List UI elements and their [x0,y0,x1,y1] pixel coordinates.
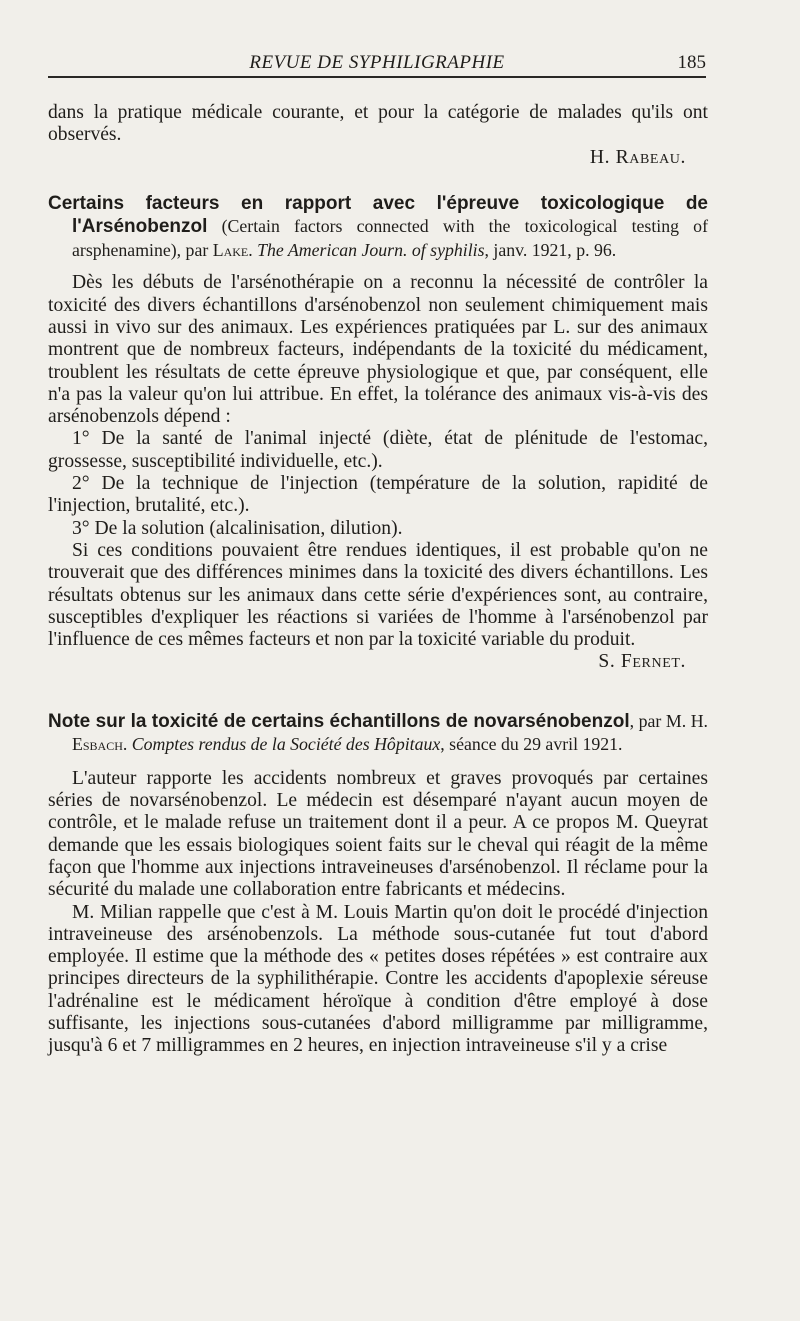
article-1-paragraph: 3° De la solution (alcalinisation, dilution). [72,517,403,539]
article-2-heading [48,710,708,757]
article-1-paragraph: Dès les débuts de l'arsénothérapie on a reconnu la nécessité de contrôler la toxicité des divers échantillons d'arsénobenzol non seulement chimiquement mais aussi in vivo sur des animaux. Les expériences pratiquées par L. sur des animaux montrent que de nombreux facteurs, indépendants de la toxicité du médicament, troublent les résultats de cette épreuve physiologique et que, par conséquent, elle n'a pas la valeur qu'on lui attribue. En effet, la tolérance des animaux vis-à-vis des arsénobenzols dépend : [48,272,708,428]
signature-fernet: S. Fernet. [598,651,686,673]
article-1-ref: , janv. 1921, p. 96. [484,239,617,260]
page-header [48,52,706,78]
article-1-paragraph: 2° De la technique de l'injection (température de la solution, rapidité de l'injection, brutalité, etc.). [48,473,708,517]
running-title: REVUE DE SYPHILIGRAPHIE [249,52,505,73]
article-2-paragraph: L'auteur rapporte les accidents nombreux et graves provoqués par certaines séries de novarsénobenzol. Le médecin est désemparé n'ayant aucun moyen de contrôle, et le malade refuse un traitement dont il a peur. A ce propos M. Queyrat demande que les essais biologiques soient faits sur le cheval qui réagit de la même façon que l'homme aux injections intraveineuses d'arsénobenzol. Il réclame pour la sécurité du malade une collaboration entre fabricants et médecins. [48,767,708,901]
signature-rabeau: H. Rabeau. [589,146,686,168]
article-2-author: Esbach [72,734,123,755]
article-1-title: Certains facteurs en rapport avec l'épreuve toxicologique de l'Arsénobenzol [48,192,708,238]
body-text [48,102,708,1058]
article-1-sep: . [248,239,258,260]
article-1-paragraph: 1° De la santé de l'animal injecté (diète, état de plénitude de l'estomac, grossesse, susceptibilité individuelle, etc.). [48,428,708,472]
intro-paragraph: dans la pratique médicale courante, et pour la catégorie de malades qu'ils ont observés. [48,102,708,146]
page-number: 185 [677,52,706,73]
article-2-sep: . [122,734,132,755]
article-2-ref: , séance du 29 avril 1921. [440,734,623,755]
article-2-paragraph: M. Milian rappelle que c'est à M. Louis Martin qu'on doit le procédé d'injection intraveineuse des arsénobenzols. La méthode sous-cutanée fut tout d'abord employée. Il estime que la méthode des « petites doses répétées » est contraire aux principes directeurs de la syphilithérapie. Contre les accidents d'apoplexie séreuse l'adrénaline est le médicament héroïque à condition d'être employé à dose suffisante, les injections sous-cutanées d'abord milligramme par milligramme, jusqu'à 6 et 7 milligrammes en 2 heures, en injection intraveineuse s'il y a crise [48,901,708,1057]
article-1-paragraph: Si ces conditions pouvaient être rendues identiques, il est probable qu'on ne trouverait que des différences minimes dans la toxicité des divers échantillons. Les résultats obtenus sur les animaux dans cette série d'expériences sont, au contraire, susceptibles d'expliquer les réactions si variées de l'homme à l'arsénobenzol par l'influence de ces mêmes facteurs et non par la toxicité variable du produit. [48,539,708,651]
article-2-title: Note sur la toxicité de certains échantillons de novarsénobenzol [48,710,630,732]
article-2-subtitle: , par M. H. [629,710,708,731]
article-1-journal: The American Journ. of syphilis [257,239,485,260]
article-1-author: Lake [212,239,249,260]
article-1-heading [48,192,708,263]
article-2-journal: Comptes rendus de la Société des Hôpitaux [131,734,441,755]
article-1-subtitle: (Certain factors connected with the toxicological testing of arsphenamine), par [72,216,708,260]
